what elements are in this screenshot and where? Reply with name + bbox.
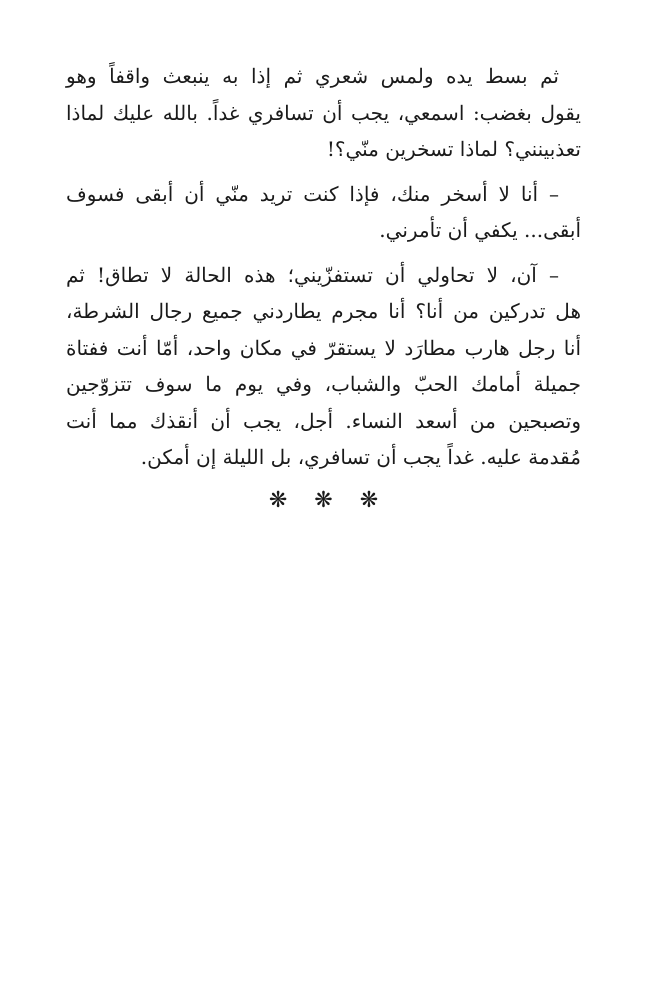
text-line: جميلة أمامك الحبّ والشباب، وفي يوم ما سوف تتزوّجين [66,372,581,396]
text-line: أنا رجل هارب مطارَد لا يستقرّ في مكان واحد، أمّا أنت ففتاة [66,335,581,360]
text-line: هل تدركين من أنا؟ أنا مجرم يطاردني جميع رجال الشرطة، [66,299,581,323]
paragraph-3 [66,257,581,476]
text-line: – آن، لا تحاولي أن تستفزّيني؛ هذه الحالة لا تطاق! ثم [66,262,559,287]
text-line: وتصبحين من أسعد النساء. أجل، يجب أن أنقذك مما أنت [66,408,581,433]
document-page [66,58,581,516]
text-line: أبقى... يكفي أن تأمرني. [379,218,581,242]
text-line: مُقدمة عليه. غداً يجب أن تسافري، بل الليلة إن أمكن. [140,445,581,469]
asterism-icon: ❋ [359,487,379,513]
text-line: تعذبينني؟ لماذا تسخرين منّي؟! [326,137,581,161]
asterism-icon: ❋ [268,487,288,513]
paragraph-2 [66,176,581,249]
text-line: – أنا لا أسخر منك، فإذا كنت تريد منّي أن أبقى فسوف [66,181,559,206]
paragraph-1 [66,58,581,168]
asterism-icon: ❋ [314,487,333,513]
text-line: يقول بغضب: اسمعي، يجب أن تسافري غداً. بالله عليك لماذا [66,100,581,125]
text-line: ثم بسط يده ولمس شعري ثم إذا به ينبعث واقفاً وهو [66,64,559,88]
section-separator [66,486,581,516]
